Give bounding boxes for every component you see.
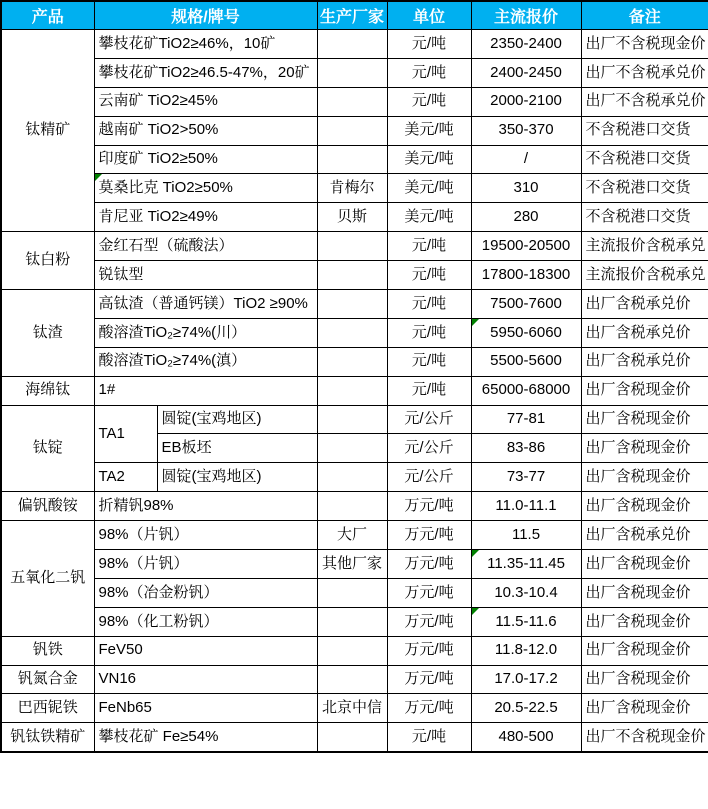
unit-cell: 万元/吨 bbox=[387, 694, 471, 723]
table-row bbox=[1, 203, 708, 232]
product-cell: 海绵钛 bbox=[1, 376, 94, 405]
spec-cell: 攀枝花矿 Fe≥54% bbox=[94, 723, 317, 752]
note-cell: 不含税港口交货 bbox=[581, 145, 708, 174]
note-cell: 出厂含税承兑价 bbox=[581, 318, 708, 347]
price-cell: 2400-2450 bbox=[471, 58, 581, 87]
spec-cell: 圆锭(宝鸡地区) bbox=[157, 405, 317, 434]
note-cell: 不含税港口交货 bbox=[581, 116, 708, 145]
spec-cell: VN16 bbox=[94, 665, 317, 694]
table-row bbox=[1, 145, 708, 174]
note-cell: 出厂含税现金价 bbox=[581, 376, 708, 405]
maker-cell bbox=[317, 636, 387, 665]
price-cell: 310 bbox=[471, 174, 581, 203]
price-cell: 350-370 bbox=[471, 116, 581, 145]
spec-cell: 酸溶渣TiO₂≥74%(川） bbox=[94, 318, 317, 347]
spec-cell: 酸溶渣TiO₂≥74%(滇） bbox=[94, 347, 317, 376]
col-header-unit: 单位 bbox=[387, 1, 471, 30]
unit-cell: 元/吨 bbox=[387, 376, 471, 405]
price-cell: 5500-5600 bbox=[471, 347, 581, 376]
note-cell: 不含税港口交货 bbox=[581, 203, 708, 232]
note-cell: 出厂含税现金价 bbox=[581, 434, 708, 463]
spec-cell: 云南矿 TiO2≥45% bbox=[94, 87, 317, 116]
product-cell: 五氧化二钒 bbox=[1, 521, 94, 637]
spec-cell: 攀枝花矿TiO2≥46.5-47%，20矿 bbox=[94, 58, 317, 87]
maker-cell bbox=[317, 290, 387, 319]
maker-cell bbox=[317, 318, 387, 347]
note-cell: 出厂含税现金价 bbox=[581, 578, 708, 607]
table-row bbox=[1, 318, 708, 347]
unit-cell: 元/公斤 bbox=[387, 463, 471, 492]
unit-cell: 元/吨 bbox=[387, 30, 471, 59]
spec-cell: EB板坯 bbox=[157, 434, 317, 463]
table-row bbox=[1, 694, 708, 723]
price-cell: 480-500 bbox=[471, 723, 581, 752]
product-cell: 钛渣 bbox=[1, 290, 94, 377]
unit-cell: 万元/吨 bbox=[387, 607, 471, 636]
spec-cell: FeV50 bbox=[94, 636, 317, 665]
price-cell: 11.8-12.0 bbox=[471, 636, 581, 665]
price-cell: 7500-7600 bbox=[471, 290, 581, 319]
spec-cell: 98%（冶金粉钒） bbox=[94, 578, 317, 607]
price-cell: 83-86 bbox=[471, 434, 581, 463]
table-row bbox=[1, 463, 708, 492]
spec-cell: 金红石型（硫酸法） bbox=[94, 232, 317, 261]
note-cell: 出厂含税承兑价 bbox=[581, 347, 708, 376]
note-cell: 出厂不含税承兑价 bbox=[581, 58, 708, 87]
spec-cell: 印度矿 TiO2≥50% bbox=[94, 145, 317, 174]
table-row bbox=[1, 405, 708, 434]
spec-cell: 98%（片钒） bbox=[94, 550, 317, 579]
unit-cell: 万元/吨 bbox=[387, 521, 471, 550]
price-cell: 77-81 bbox=[471, 405, 581, 434]
unit-cell: 万元/吨 bbox=[387, 665, 471, 694]
price-cell: 73-77 bbox=[471, 463, 581, 492]
maker-cell bbox=[317, 87, 387, 116]
maker-cell bbox=[317, 145, 387, 174]
price-cell: 11.5 bbox=[471, 521, 581, 550]
product-cell: 钒氮合金 bbox=[1, 665, 94, 694]
spec-cell: 折精钒98% bbox=[94, 492, 317, 521]
price-cell: 17800-18300 bbox=[471, 261, 581, 290]
table-row bbox=[1, 521, 708, 550]
maker-cell bbox=[317, 492, 387, 521]
table-row bbox=[1, 550, 708, 579]
note-cell: 主流报价含税承兑 bbox=[581, 232, 708, 261]
spec-cell: 高钛渣（普通钙镁）TiO2 ≥90% bbox=[94, 290, 317, 319]
unit-cell: 元/吨 bbox=[387, 723, 471, 752]
unit-cell: 元/吨 bbox=[387, 232, 471, 261]
product-cell: 钛白粉 bbox=[1, 232, 94, 290]
maker-cell bbox=[317, 232, 387, 261]
maker-cell bbox=[317, 116, 387, 145]
note-cell: 主流报价含税承兑 bbox=[581, 261, 708, 290]
table-row bbox=[1, 723, 708, 752]
unit-cell: 元/公斤 bbox=[387, 434, 471, 463]
price-cell-with-comment-marker: 5950-6060 bbox=[471, 318, 581, 347]
spec-cell: 圆锭(宝鸡地区) bbox=[157, 463, 317, 492]
unit-cell: 美元/吨 bbox=[387, 145, 471, 174]
maker-cell bbox=[317, 405, 387, 434]
table-row bbox=[1, 636, 708, 665]
table-row bbox=[1, 116, 708, 145]
note-cell: 出厂含税现金价 bbox=[581, 665, 708, 694]
price-cell: 17.0-17.2 bbox=[471, 665, 581, 694]
unit-cell: 万元/吨 bbox=[387, 578, 471, 607]
maker-cell: 大厂 bbox=[317, 521, 387, 550]
spec-cell: 98%（化工粉钒） bbox=[94, 607, 317, 636]
price-cell: 19500-20500 bbox=[471, 232, 581, 261]
maker-cell bbox=[317, 665, 387, 694]
spec-cell: 肯尼亚 TiO2≥49% bbox=[94, 203, 317, 232]
unit-cell: 美元/吨 bbox=[387, 203, 471, 232]
product-cell: 钒钛铁精矿 bbox=[1, 723, 94, 752]
note-cell: 出厂含税现金价 bbox=[581, 607, 708, 636]
price-cell-with-comment-marker: 11.5-11.6 bbox=[471, 607, 581, 636]
note-cell: 出厂含税现金价 bbox=[581, 405, 708, 434]
note-cell: 出厂不含税现金价 bbox=[581, 30, 708, 59]
maker-cell bbox=[317, 607, 387, 636]
price-cell-with-comment-marker: 11.35-11.45 bbox=[471, 550, 581, 579]
spec-cell: 1# bbox=[94, 376, 317, 405]
product-cell: 偏钒酸铵 bbox=[1, 492, 94, 521]
price-cell: 20.5-22.5 bbox=[471, 694, 581, 723]
note-cell: 出厂含税承兑价 bbox=[581, 290, 708, 319]
col-header-product: 产品 bbox=[1, 1, 94, 30]
note-cell: 出厂含税现金价 bbox=[581, 492, 708, 521]
unit-cell: 元/吨 bbox=[387, 347, 471, 376]
maker-cell bbox=[317, 723, 387, 752]
table-row bbox=[1, 261, 708, 290]
price-cell: 11.0-11.1 bbox=[471, 492, 581, 521]
maker-cell bbox=[317, 376, 387, 405]
maker-cell bbox=[317, 463, 387, 492]
unit-cell: 元/吨 bbox=[387, 58, 471, 87]
col-header-maker: 生产厂家 bbox=[317, 1, 387, 30]
price-cell: 280 bbox=[471, 203, 581, 232]
unit-cell: 元/吨 bbox=[387, 261, 471, 290]
note-cell: 出厂含税现金价 bbox=[581, 636, 708, 665]
note-cell: 出厂含税现金价 bbox=[581, 463, 708, 492]
table-row bbox=[1, 30, 708, 59]
spec-cell: 98%（片钒） bbox=[94, 521, 317, 550]
spec-cell: FeNb65 bbox=[94, 694, 317, 723]
unit-cell: 元/吨 bbox=[387, 290, 471, 319]
maker-cell bbox=[317, 30, 387, 59]
product-cell: 巴西铌铁 bbox=[1, 694, 94, 723]
table-row bbox=[1, 607, 708, 636]
table-row bbox=[1, 492, 708, 521]
col-header-note: 备注 bbox=[581, 1, 708, 30]
product-cell: 钛精矿 bbox=[1, 30, 94, 232]
table-row bbox=[1, 232, 708, 261]
spec-cell: 锐钛型 bbox=[94, 261, 317, 290]
table-row bbox=[1, 58, 708, 87]
spec-cell: 越南矿 TiO2>50% bbox=[94, 116, 317, 145]
unit-cell: 元/吨 bbox=[387, 87, 471, 116]
note-cell: 不含税港口交货 bbox=[581, 174, 708, 203]
grade-cell: TA1 bbox=[94, 405, 157, 463]
note-cell: 出厂不含税承兑价 bbox=[581, 87, 708, 116]
unit-cell: 万元/吨 bbox=[387, 636, 471, 665]
note-cell: 出厂含税现金价 bbox=[581, 694, 708, 723]
price-cell: 65000-68000 bbox=[471, 376, 581, 405]
unit-cell: 元/公斤 bbox=[387, 405, 471, 434]
maker-cell: 肯梅尔 bbox=[317, 174, 387, 203]
maker-cell bbox=[317, 58, 387, 87]
table-row bbox=[1, 174, 708, 203]
maker-cell bbox=[317, 434, 387, 463]
unit-cell: 万元/吨 bbox=[387, 492, 471, 521]
unit-cell: 美元/吨 bbox=[387, 174, 471, 203]
table-row bbox=[1, 376, 708, 405]
maker-cell: 其他厂家 bbox=[317, 550, 387, 579]
grade-cell: TA2 bbox=[94, 463, 157, 492]
product-cell: 钛锭 bbox=[1, 405, 94, 492]
col-header-price: 主流报价 bbox=[471, 1, 581, 30]
table-row bbox=[1, 665, 708, 694]
maker-cell bbox=[317, 578, 387, 607]
unit-cell: 万元/吨 bbox=[387, 550, 471, 579]
table-row bbox=[1, 87, 708, 116]
note-cell: 出厂含税现金价 bbox=[581, 550, 708, 579]
table-row bbox=[1, 578, 708, 607]
price-cell: 2350-2400 bbox=[471, 30, 581, 59]
table-row bbox=[1, 347, 708, 376]
product-cell: 钒铁 bbox=[1, 636, 94, 665]
note-cell: 出厂不含税现金价 bbox=[581, 723, 708, 752]
unit-cell: 元/吨 bbox=[387, 318, 471, 347]
price-cell: 10.3-10.4 bbox=[471, 578, 581, 607]
unit-cell: 美元/吨 bbox=[387, 116, 471, 145]
price-cell: / bbox=[471, 145, 581, 174]
note-cell: 出厂含税承兑价 bbox=[581, 521, 708, 550]
maker-cell bbox=[317, 261, 387, 290]
spec-cell-with-comment-marker: 莫桑比克 TiO2≥50% bbox=[94, 174, 317, 203]
maker-cell bbox=[317, 347, 387, 376]
maker-cell: 贝斯 bbox=[317, 203, 387, 232]
col-header-spec: 规格/牌号 bbox=[94, 1, 317, 30]
spec-cell: 攀枝花矿TiO2≥46%，10矿 bbox=[94, 30, 317, 59]
maker-cell: 北京中信 bbox=[317, 694, 387, 723]
price-cell: 2000-2100 bbox=[471, 87, 581, 116]
header-row bbox=[1, 1, 708, 30]
table-row bbox=[1, 290, 708, 319]
